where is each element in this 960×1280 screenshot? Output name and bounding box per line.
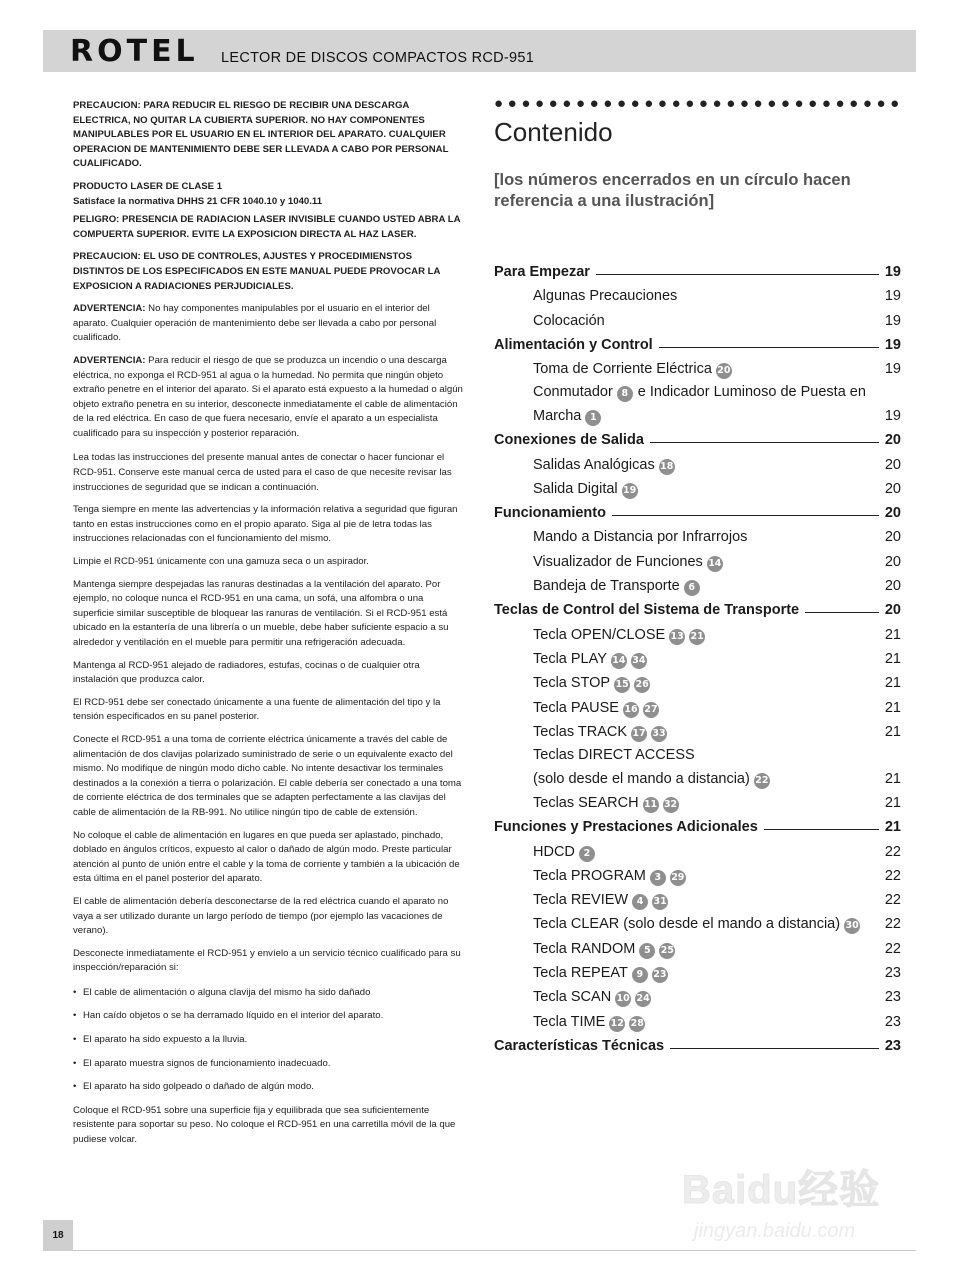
toc-page: 23	[884, 1013, 901, 1030]
toc-label: Tecla RANDOM	[533, 940, 636, 957]
toc-entry[interactable]	[494, 623, 901, 647]
toc-section[interactable]	[494, 598, 901, 622]
toc-note: [los números encerrados en un círculo hacen referencia a una ilustración]	[494, 171, 851, 210]
toc-page: 20	[884, 529, 901, 546]
toc-label: Tecla PLAY	[533, 650, 607, 667]
toc-label: Marcha	[533, 407, 582, 424]
toc-section[interactable]	[494, 501, 901, 525]
toc-page: 21	[884, 723, 901, 740]
watermark-brand: Baidu经验	[682, 1168, 881, 1212]
figure-ref-badge: 8	[617, 386, 633, 402]
toc-section[interactable]	[494, 1034, 901, 1058]
toc-entry[interactable]	[494, 671, 901, 695]
toc-label: Para Empezar	[494, 264, 590, 280]
toc-label: Funciones y Prestaciones Adicionales	[494, 819, 758, 836]
toc-label: Toma de Corriente Eléctrica	[533, 361, 712, 378]
figure-ref-badge: 5	[639, 943, 655, 959]
toc-label: Teclas DIRECT ACCESS	[533, 747, 695, 764]
toc-leader	[670, 1048, 879, 1049]
figure-ref-badge: 15	[614, 677, 630, 693]
laser-norm: Satisface la normativa DHHS 21 CFR 1040.10 y 1040.11	[73, 195, 323, 207]
figure-ref-badge: 25	[659, 943, 675, 959]
figure-ref-badge: 11	[643, 797, 659, 813]
toc-page: 22	[884, 867, 901, 884]
list-item: • Han caído objetos o se ha derramado líquido en el interior del aparato.	[73, 1009, 463, 1024]
toc-label: Funcionamiento	[494, 505, 606, 522]
page-header	[43, 30, 916, 72]
toc-page: 19	[884, 361, 901, 378]
figure-ref-badge: 14	[707, 556, 723, 572]
toc-page: 19	[884, 288, 901, 305]
figure-ref-badge: 12	[609, 1016, 625, 1032]
toc-page: 19	[884, 312, 901, 329]
laser-class-title: PRODUCTO LASER DE CLASE 1	[73, 180, 223, 192]
toc-page: 23	[884, 1037, 901, 1054]
toc-label: Tecla CLEAR (solo desde el mando a distancia)	[533, 916, 841, 933]
toc-page: 21	[884, 819, 901, 836]
watermark-url: jingyan.baidu.com	[694, 1220, 856, 1242]
toc-label: Tecla PAUSE	[533, 699, 619, 716]
toc-entry[interactable]	[494, 767, 901, 791]
toc-entry[interactable]	[494, 477, 901, 501]
toc-label: Conexiones de Salida	[494, 432, 644, 449]
toc-label: Tecla PROGRAM	[533, 867, 646, 884]
figure-ref-badge: 27	[643, 702, 659, 718]
dotted-rule: ●●●●●●●●●●●●●●●●●●●●●●●●●●●●●●	[494, 95, 904, 112]
warning-label: ADVERTENCIA:	[73, 303, 146, 315]
paragraph: Coloque el RCD-951 sobre una superficie fija y equilibrada que sea suficientemente resistente para soportar su peso. No coloque el RCD-951 en una carretilla móvil de la que pudiese volcar.	[73, 1104, 456, 1146]
warning-text: No hay componentes manipulables por el usuario en el interior del aparato. Cualquier operación de mantenimiento debe ser llevada a cabo por personal cualificado.	[73, 303, 437, 344]
toc-page: 20	[884, 505, 901, 522]
figure-ref-badge: 23	[652, 967, 668, 983]
toc-label: Características Técnicas	[494, 1037, 665, 1054]
toc-page: 19	[884, 336, 901, 353]
toc-leader	[764, 829, 879, 830]
toc-label: Tecla REVIEW	[533, 892, 629, 909]
toc-leader	[612, 515, 879, 516]
toc-entry[interactable]	[494, 357, 901, 381]
figure-ref-badge: 17	[631, 726, 647, 742]
toc-page: 22	[884, 843, 901, 860]
watermark	[682, 1150, 922, 1260]
toc-section[interactable]	[494, 260, 901, 284]
toc-section[interactable]	[494, 815, 901, 839]
toc-label: Conmutador	[533, 384, 613, 401]
toc-label: Teclas de Control del Sistema de Transporte	[494, 602, 800, 619]
toc-page: 22	[884, 892, 901, 909]
toc-entry[interactable]	[494, 404, 901, 428]
caution-notice: PRECAUCION: PARA REDUCIR EL RIESGO DE RECIBIR UNA DESCARGA ELECTRICA, NO QUITAR LA CUBIERTA SUPERIOR. NO HAY COMPONENTES MANIPULABLES POR EL USUARIO EN EL INTERIOR DEL APARATO. CUALQUIER OPERACION DE MANTENIMIENTO DEBE SER LLEVADA A CABO POR PERSONAL CUALIFICADO.	[73, 100, 449, 170]
toc-page: 19	[884, 407, 901, 424]
figure-ref-badge: 31	[652, 894, 668, 910]
paragraph: Conecte el RCD-951 a una toma de corriente eléctrica únicamente a través del cable de alimentación de dos clavijas polarizado suministrado de serie o un equivalente exacto del mismo. No modifique de ningún modo dicho cable. No intente desactivar los terminales destinados a la conexión a tierra o polarización. El cable debería ser conectado a una toma de corriente eléctrica de dos terminales que se adapten perfectamente a las clavijas del cable de alimentación de la RB-991. No utilice ningún tipo de cable de extensión.	[73, 733, 462, 818]
toc-entry[interactable]	[494, 720, 901, 744]
list-item: • El aparato ha sido expuesto a la lluvia.	[73, 1033, 463, 1048]
figure-ref-badge: 1	[585, 410, 601, 426]
figure-ref-badge: 28	[629, 1016, 645, 1032]
toc-entry[interactable]	[494, 864, 901, 888]
paragraph: Lea todas las instrucciones del presente manual antes de conectar o hacer funcionar el RCD-951. Conserve este manual cerca de usted para el caso de que necesite revisar las instrucciones de seguridad que se indican a continuación.	[73, 452, 452, 493]
toc-label: Bandeja de Transporte	[533, 578, 680, 595]
toc-label: Salida Digital	[533, 480, 618, 497]
toc-label-cont: e Indicador Luminoso de Puesta en	[637, 384, 866, 401]
toc-label: HDCD	[533, 843, 575, 860]
toc-label: Colocación	[533, 312, 605, 329]
toc-entry[interactable]	[494, 937, 901, 961]
toc-entry[interactable]	[494, 550, 901, 574]
toc-label: Algunas Precauciones	[533, 288, 678, 305]
toc-label: Tecla TIME	[533, 1013, 606, 1030]
inspection-list	[73, 986, 463, 1095]
list-item: • El aparato muestra signos de funcionamiento inadecuado.	[73, 1057, 463, 1072]
page-number-box	[43, 1220, 73, 1251]
toc-leader	[805, 612, 879, 613]
toc-section[interactable]	[494, 333, 901, 357]
toc-page: 21	[884, 699, 901, 716]
toc-page: 21	[884, 794, 901, 811]
toc-label: Mando a Distancia por Infrarrojos	[533, 529, 748, 546]
toc-page: 20	[884, 578, 901, 595]
toc-entry[interactable]	[494, 574, 901, 598]
figure-ref-badge: 22	[754, 773, 770, 789]
toc-page: 20	[884, 456, 901, 473]
toc-page: 23	[884, 989, 901, 1006]
toc-entry[interactable]	[494, 284, 901, 308]
toc-label: Visualizador de Funciones	[533, 553, 703, 570]
toc-entry[interactable]	[494, 840, 901, 864]
toc-entry[interactable]	[494, 888, 901, 912]
figure-ref-badge: 6	[684, 580, 700, 596]
paragraph: El RCD-951 debe ser conectado únicamente a una fuente de alimentación del tipo y la tensión especificados en su panel posterior.	[73, 696, 441, 723]
toc-entry[interactable]	[494, 453, 901, 477]
toc-page: 20	[884, 480, 901, 497]
figure-ref-badge: 24	[635, 991, 651, 1007]
figure-ref-badge: 3	[650, 870, 666, 886]
toc-label: Tecla STOP	[533, 675, 611, 692]
toc-entry[interactable]	[494, 696, 901, 720]
toc-entry[interactable]	[494, 381, 901, 404]
toc-label: (solo desde el mando a distancia)	[533, 770, 750, 787]
figure-ref-badge: 2	[579, 846, 595, 862]
paragraph: Mantenga siempre despejadas las ranuras destinadas a la ventilación del aparato. Por ejemplo, no coloque nunca el RCD-951 en una cama, un sofá, una alfombra o una superficie similar susceptible de bloquear las ranuras de ventilación. Si el RCD-951 está ubicado en la estantería de una librería o un mueble, debe haber suficiente espacio a su alrededor y ventilación en el mueble para permitir una refrigeración adecuada.	[73, 578, 449, 648]
list-item: • El aparato ha sido golpeado o dañado de algún modo.	[73, 1080, 463, 1095]
toc-entry[interactable]	[494, 912, 901, 936]
toc-leader	[650, 442, 879, 443]
figure-ref-badge: 21	[689, 629, 705, 645]
figure-ref-badge: 4	[632, 894, 648, 910]
figure-ref-badge: 14	[611, 653, 627, 669]
toc-leader	[596, 274, 879, 275]
figure-ref-badge: 16	[623, 702, 639, 718]
toc-label: Alimentación y Control	[494, 336, 653, 353]
figure-ref-badge: 33	[651, 726, 667, 742]
document-title: LECTOR DE DISCOS COMPACTOS RCD-951	[221, 50, 535, 66]
warning-text: Para reducir el riesgo de que se produzca un incendio o una descarga eléctrica, no exponga el RCD-951 al agua o la humedad. No permita que ningún objeto extraño penetre en el interior del aparato. Si el aparato está expuesto a la humedad o algún objeto extraño penetra en su interior, desconecte inmediatamente el cable de alimentación de la red eléctrica. En caso de que fuera necesario, envíe el aparato a un especialista cualificado para su inspección y posterior reparación.	[73, 354, 463, 439]
figure-ref-badge: 20	[716, 363, 732, 379]
paragraph: Mantenga al RCD-951 alejado de radiadores, estufas, cocinas o de cualquier otra instalación que produzca calor.	[73, 659, 420, 686]
figure-ref-badge: 30	[844, 918, 860, 934]
figure-ref-badge: 34	[631, 653, 647, 669]
toc-entry[interactable]	[494, 1010, 901, 1034]
safety-column	[73, 99, 463, 1156]
figure-ref-badge: 13	[669, 629, 685, 645]
warning-label: ADVERTENCIA:	[73, 354, 146, 366]
toc-leader	[659, 347, 879, 348]
toc-page: 21	[884, 675, 901, 692]
list-item: • El cable de alimentación o alguna clavija del mismo ha sido dañado	[73, 986, 463, 1001]
figure-ref-badge: 26	[634, 677, 650, 693]
brand-logo: ROTEL	[70, 34, 199, 69]
toc-label: Teclas SEARCH	[533, 794, 639, 811]
danger-notice: PELIGRO: PRESENCIA DE RADIACION LASER INVISIBLE CUANDO USTED ABRA LA COMPUERTA SUPERIOR. EVITE LA EXPOSICION DIRECTA AL HAZ LASER.	[73, 214, 461, 240]
toc-page: 22	[884, 916, 901, 933]
toc-page: 20	[884, 602, 901, 619]
toc-entry[interactable]	[494, 647, 901, 671]
toc-page: 21	[884, 650, 901, 667]
toc-page: 21	[884, 770, 901, 787]
toc-label: Tecla SCAN	[533, 989, 612, 1006]
warning-2	[73, 354, 463, 442]
figure-ref-badge: 18	[659, 459, 675, 475]
paragraph: No coloque el cable de alimentación en lugares en que pueda ser aplastado, pinchado, doblado en ángulos críticos, expuesto al calor o dañado de algún modo. Preste particular atención al punto de unión entre el cable y la toma de corriente y también a la ubicación de esta última en el panel posterior del aparato.	[73, 829, 460, 885]
toc-title: Contenido	[494, 117, 613, 147]
figure-ref-badge: 9	[632, 967, 648, 983]
table-of-contents	[494, 260, 901, 1058]
toc-entry[interactable]	[494, 525, 901, 549]
figure-ref-badge: 29	[670, 870, 686, 886]
toc-entry[interactable]	[494, 744, 901, 767]
toc-page: 20	[884, 432, 901, 449]
toc-entry[interactable]	[494, 985, 901, 1009]
toc-entry[interactable]	[494, 791, 901, 815]
figure-ref-badge: 19	[622, 483, 638, 499]
toc-label: Salidas Analógicas	[533, 456, 655, 473]
toc-page: 23	[884, 965, 901, 982]
laser-class-block	[73, 180, 463, 209]
toc-page: 22	[884, 940, 901, 957]
toc-label: Teclas TRACK	[533, 723, 628, 740]
toc-label: Tecla REPEAT	[533, 965, 628, 982]
warning-1	[73, 302, 463, 346]
toc-entry[interactable]	[494, 961, 901, 985]
paragraph: Limpie el RCD-951 únicamente con una gamuza seca o un aspirador.	[73, 556, 369, 568]
paragraph: Tenga siempre en mente las advertencias y la información relativa a seguridad que figuran tanto en estas instrucciones como en el propio aparato. Siga al pie de letra todas las instrucciones relacionadas con el funcionamiento del mismo.	[73, 504, 458, 545]
toc-page: 19	[884, 264, 901, 280]
caution-notice-2: PRECAUCION: EL USO DE CONTROLES, AJUSTES Y PROCEDIMIENSTOS DISTINTOS DE LOS ESPECIFICADOS EN ESTE MANUAL PUEDE PROVOCAR LA EXPOSICION A RADIACIONES PERJUDICIALES.	[73, 251, 441, 292]
toc-page: 20	[884, 553, 901, 570]
page-number: 18	[52, 1230, 64, 1241]
toc-label: Tecla OPEN/CLOSE	[533, 626, 666, 643]
toc-page: 21	[884, 626, 901, 643]
paragraph: El cable de alimentación debería desconectarse de la red eléctrica cuando el aparato no vaya a ser utilizado durante un largo período de tiempo (por ejemplo las vacaciones de verano).	[73, 895, 449, 937]
paragraph: Desconecte inmediatamente el RCD-951 y envíelo a un servicio técnico cualificado para su inspección/reparación si:	[73, 947, 461, 974]
toc-entry[interactable]	[494, 309, 901, 333]
toc-section[interactable]	[494, 428, 901, 452]
figure-ref-badge: 32	[663, 797, 679, 813]
figure-ref-badge: 10	[615, 991, 631, 1007]
